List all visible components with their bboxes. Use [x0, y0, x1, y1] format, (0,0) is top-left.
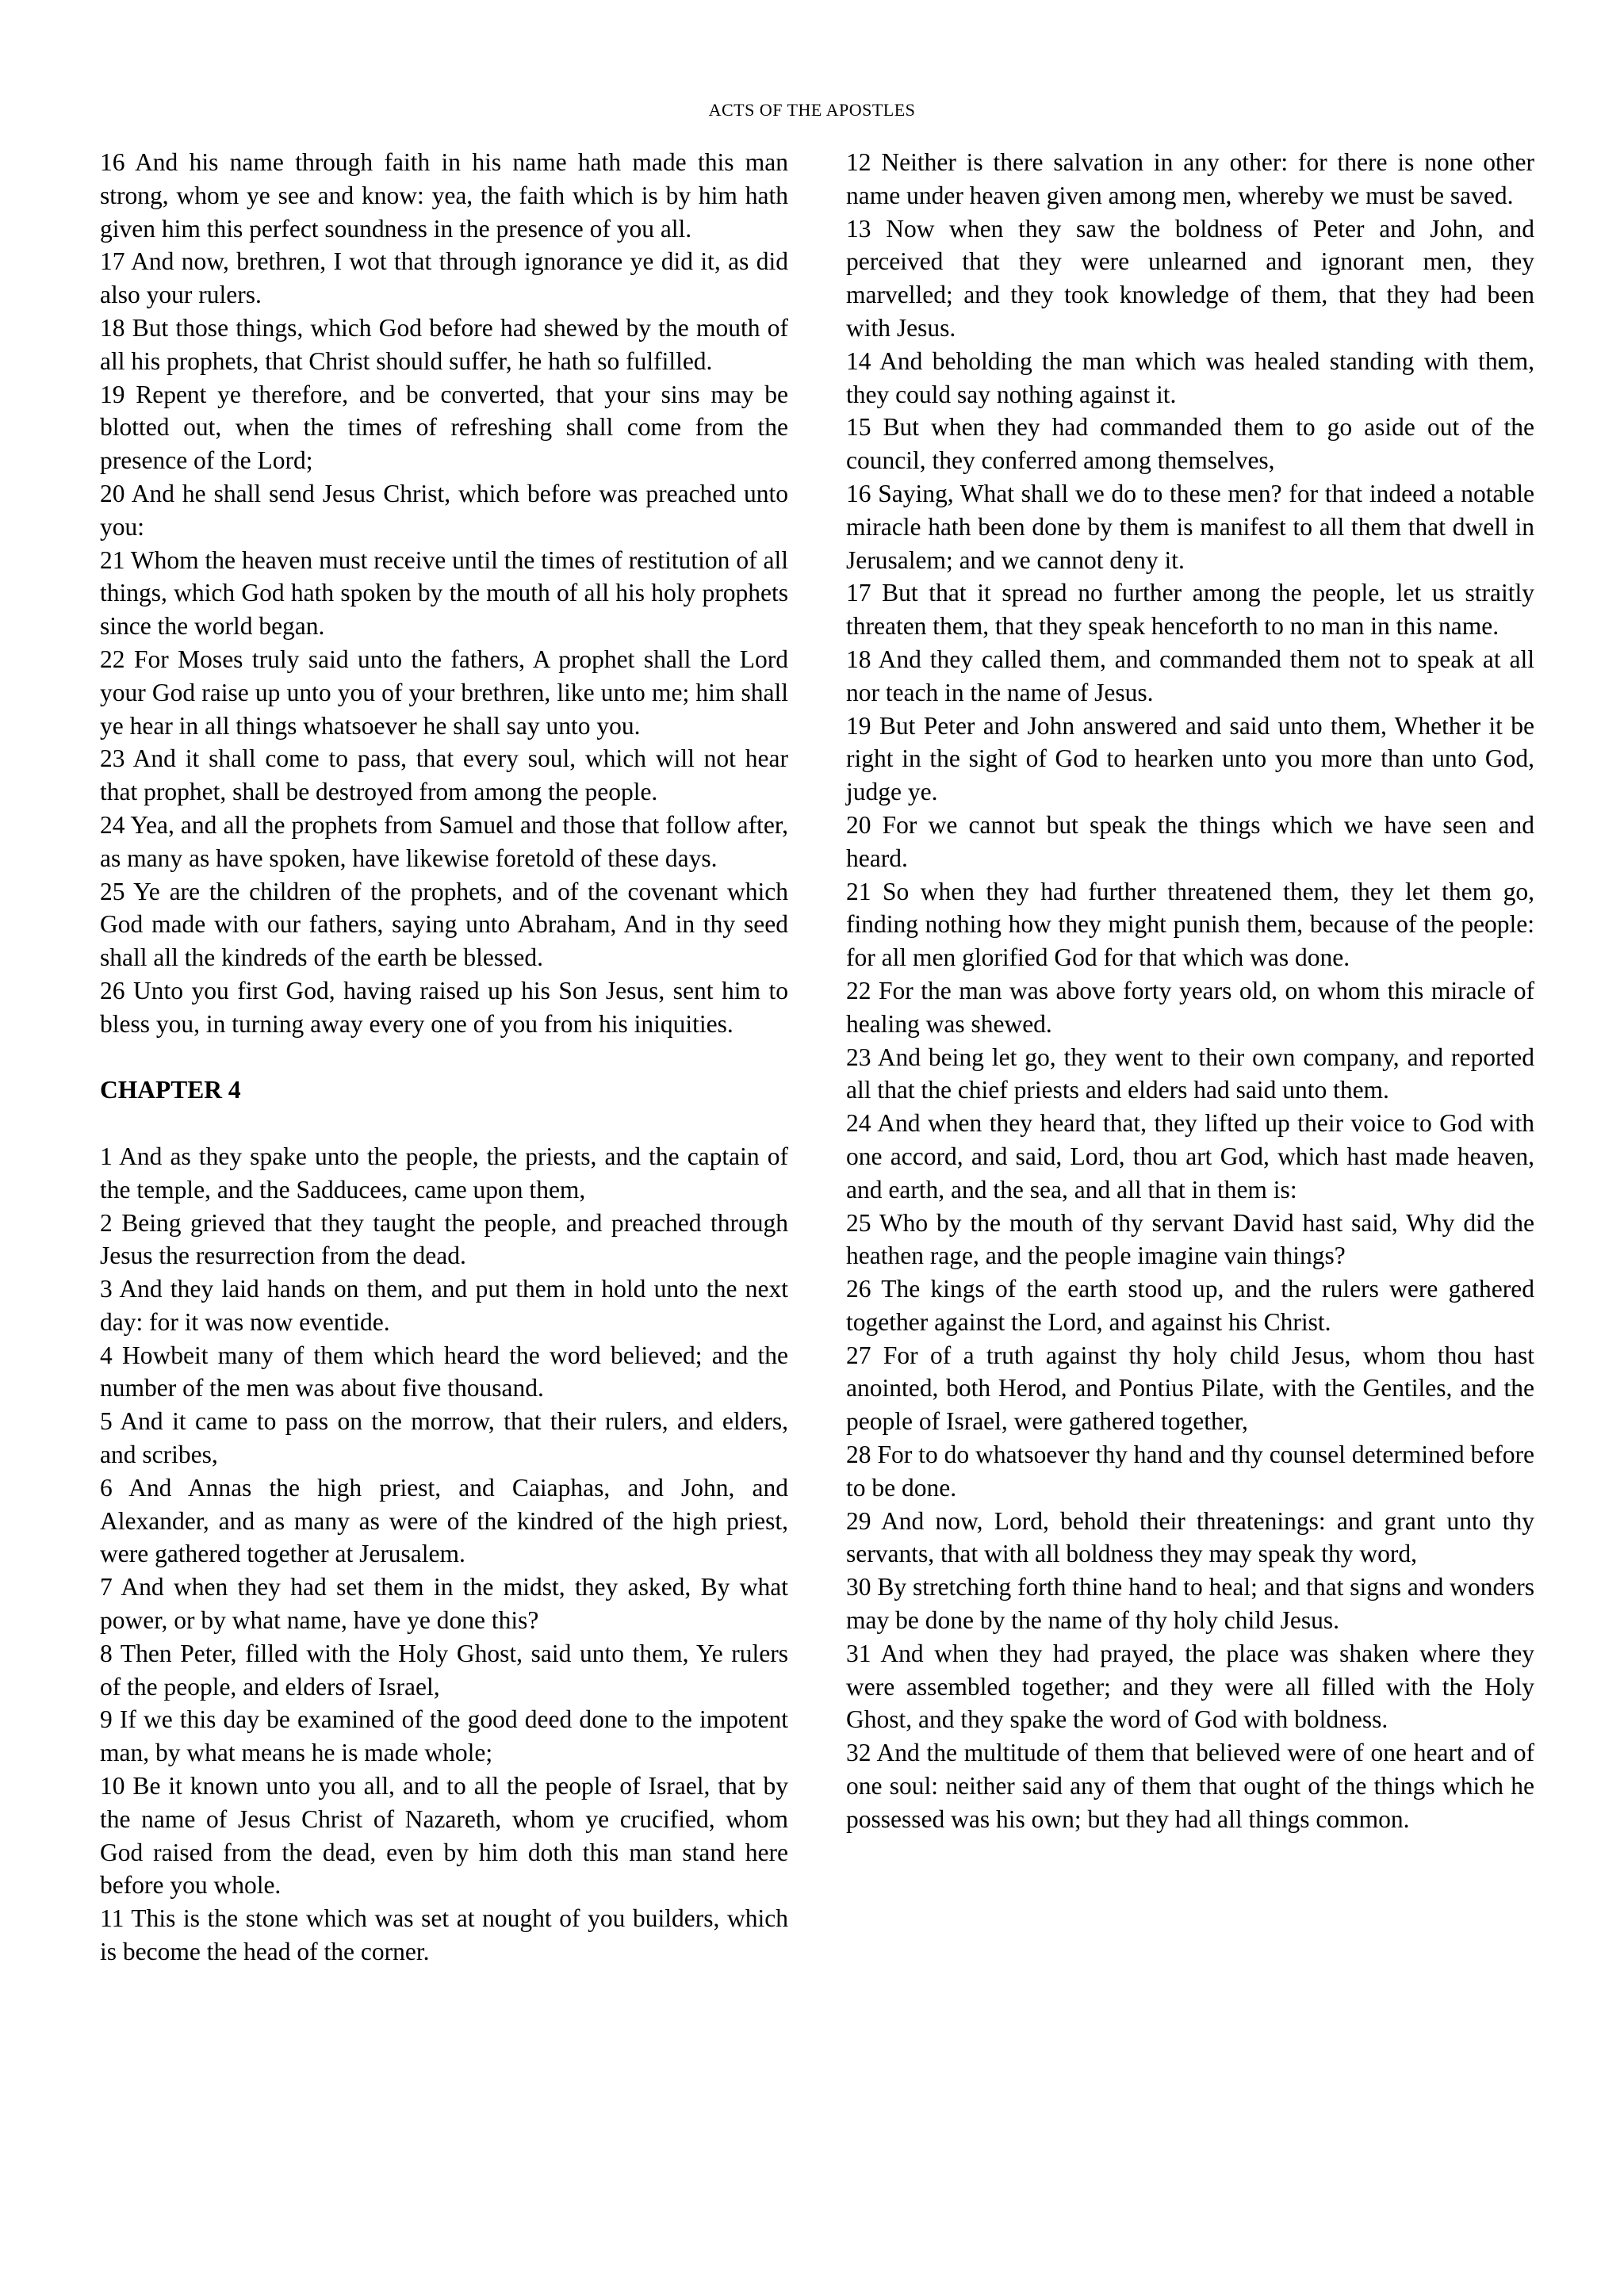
verse: 26 Unto you first God, having raised up his Son Jesus, sent him to bless you, in turning away every one of you from his iniquities. — [100, 976, 788, 1038]
verse: 7 And when they had set them in the midst, they asked, By what power, or by what name, have ye done this? — [100, 1573, 788, 1635]
verse: 19 Repent ye therefore, and be converted, that your sins may be blotted out, when the times of refreshing shall come from the presence of the Lord; — [100, 380, 788, 475]
verse: 26 The kings of the earth stood up, and the rulers were gathered together against the Lord, and against his Christ. — [846, 1275, 1534, 1336]
verse: 1 And as they spake unto the people, the priests, and the captain of the temple, and the Sadducees, came upon them, — [100, 1142, 788, 1203]
verse: 30 By stretching forth thine hand to heal; and that signs and wonders may be done by the name of thy holy child Jesus. — [846, 1573, 1534, 1635]
verse: 27 For of a truth against thy holy child Jesus, whom thou hast anointed, both Herod, and Pontius Pilate, with the Gentiles, and the people of Israel, were gathered together, — [846, 1341, 1534, 1436]
verse: 18 And they called them, and commanded them not to speak at all nor teach in the name of Jesus. — [846, 645, 1534, 706]
verse: 24 And when they heard that, they lifted up their voice to God with one accord, and said, Lord, thou art God, which hast made heaven, and earth, and the sea, and all that in them is: — [846, 1109, 1534, 1203]
verse: 12 Neither is there salvation in any other: for there is none other name under heaven given among men, whereby we must be saved. — [846, 148, 1534, 209]
verse: 22 For Moses truly said unto the fathers, A prophet shall the Lord your God raise up unto you of your brethren, like unto me; him shall ye hear in all things whatsoever he shall say unto you. — [100, 645, 788, 740]
running-header: ACTS OF THE APOSTLES — [708, 100, 916, 120]
verse: 21 So when they had further threatened them, they let them go, finding nothing how they might punish them, because of the people: for all men glorified God for that which was done. — [846, 877, 1534, 972]
verse: 25 Who by the mouth of thy servant David hast said, Why did the heathen rage, and the people imagine vain things? — [846, 1208, 1534, 1270]
chapter-heading: CHAPTER 4 — [100, 1076, 241, 1104]
verse: 5 And it came to pass on the morrow, that their rulers, and elders, and scribes, — [100, 1407, 788, 1469]
verse: 6 And Annas the high priest, and Caiaphas, and John, and Alexander, and as many as were of the kindred of the high priest, were gathered together at Jerusalem. — [100, 1473, 788, 1568]
verse: 14 And beholding the man which was healed standing with them, they could say nothing against it. — [846, 346, 1534, 408]
verse: 17 But that it spread no further among the people, let us straitly threaten them, that they speak henceforth to no man in this name. — [846, 579, 1534, 641]
verse: 31 And when they had prayed, the place was shaken where they were assembled together; and they were all filled with the Holy Ghost, and they spake the word of God with boldness. — [846, 1639, 1534, 1734]
verse: 23 And it shall come to pass, that every soul, which will not hear that prophet, shall be destroyed from among the people. — [100, 744, 788, 806]
verse: 28 For to do whatsoever thy hand and thy counsel determined before to be done. — [846, 1441, 1534, 1502]
left-column — [100, 146, 788, 1969]
verse: 24 Yea, and all the prophets from Samuel and those that follow after, as many as have spoken, have likewise foretold of these days. — [100, 810, 788, 872]
verse: 17 And now, brethren, I wot that through ignorance ye did it, as did also your rulers. — [100, 247, 788, 309]
verse: 11 This is the stone which was set at nought of you builders, which is become the head of the corner. — [100, 1904, 788, 1966]
verse: 2 Being grieved that they taught the people, and preached through Jesus the resurrection from the dead. — [100, 1208, 788, 1270]
verse: 22 For the man was above forty years old, on whom this miracle of healing was shewed. — [846, 976, 1534, 1038]
verse: 23 And being let go, they went to their own company, and reported all that the chief priests and elders had said unto them. — [846, 1043, 1534, 1104]
verse: 9 If we this day be examined of the good deed done to the impotent man, by what means he is made whole; — [100, 1705, 788, 1767]
verse: 29 And now, Lord, behold their threatenings: and grant unto thy servants, that with all boldness they may speak thy word, — [846, 1506, 1534, 1568]
verse: 8 Then Peter, filled with the Holy Ghost, said unto them, Ye rulers of the people, and elders of Israel, — [100, 1639, 788, 1701]
verse: 19 But Peter and John answered and said unto them, Whether it be right in the sight of God to hearken unto you more than unto God, judge ye. — [846, 711, 1534, 806]
verse: 16 And his name through faith in his name hath made this man strong, whom ye see and know: yea, the faith which is by him hath given him this perfect soundness in the presence of you all. — [100, 148, 788, 243]
verse: 15 But when they had commanded them to go aside out of the council, they conferred among themselves, — [846, 413, 1534, 475]
verse: 13 Now when they saw the boldness of Peter and John, and perceived that they were unlearned and ignorant men, they marvelled; and they took knowledge of them, that they had been with Jesus. — [846, 214, 1534, 342]
verse: 4 Howbeit many of them which heard the word believed; and the number of the men was about five thousand. — [100, 1341, 788, 1402]
verse: 20 For we cannot but speak the things which we have seen and heard. — [846, 810, 1534, 872]
right-column — [846, 146, 1534, 1836]
verse: 32 And the multitude of them that believed were of one heart and of one soul: neither said any of them that ought of the things which he possessed was his own; but they had all things common. — [846, 1739, 1534, 1833]
verse: 25 Ye are the children of the prophets, and of the covenant which God made with our fathers, saying unto Abraham, And in thy seed shall all the kindreds of the earth be blessed. — [100, 877, 788, 972]
verse: 3 And they laid hands on them, and put them in hold unto the next day: for it was now eventide. — [100, 1275, 788, 1336]
verse: 10 Be it known unto you all, and to all the people of Israel, that by the name of Jesus Christ of Nazareth, whom ye crucified, whom God raised from the dead, even by him doth this man stand here before you whole. — [100, 1772, 788, 1900]
verse: 18 But those things, which God before had shewed by the mouth of all his prophets, that Christ should suffer, he hath so fulfilled. — [100, 313, 788, 375]
verse: 16 Saying, What shall we do to these men? for that indeed a notable miracle hath been done by them is manifest to all them that dwell in Jerusalem; and we cannot deny it. — [846, 479, 1534, 574]
verse: 21 Whom the heaven must receive until the times of restitution of all things, which God hath spoken by the mouth of all his holy prophets since the world began. — [100, 545, 788, 641]
verse: 20 And he shall send Jesus Christ, which before was preached unto you: — [100, 479, 788, 541]
